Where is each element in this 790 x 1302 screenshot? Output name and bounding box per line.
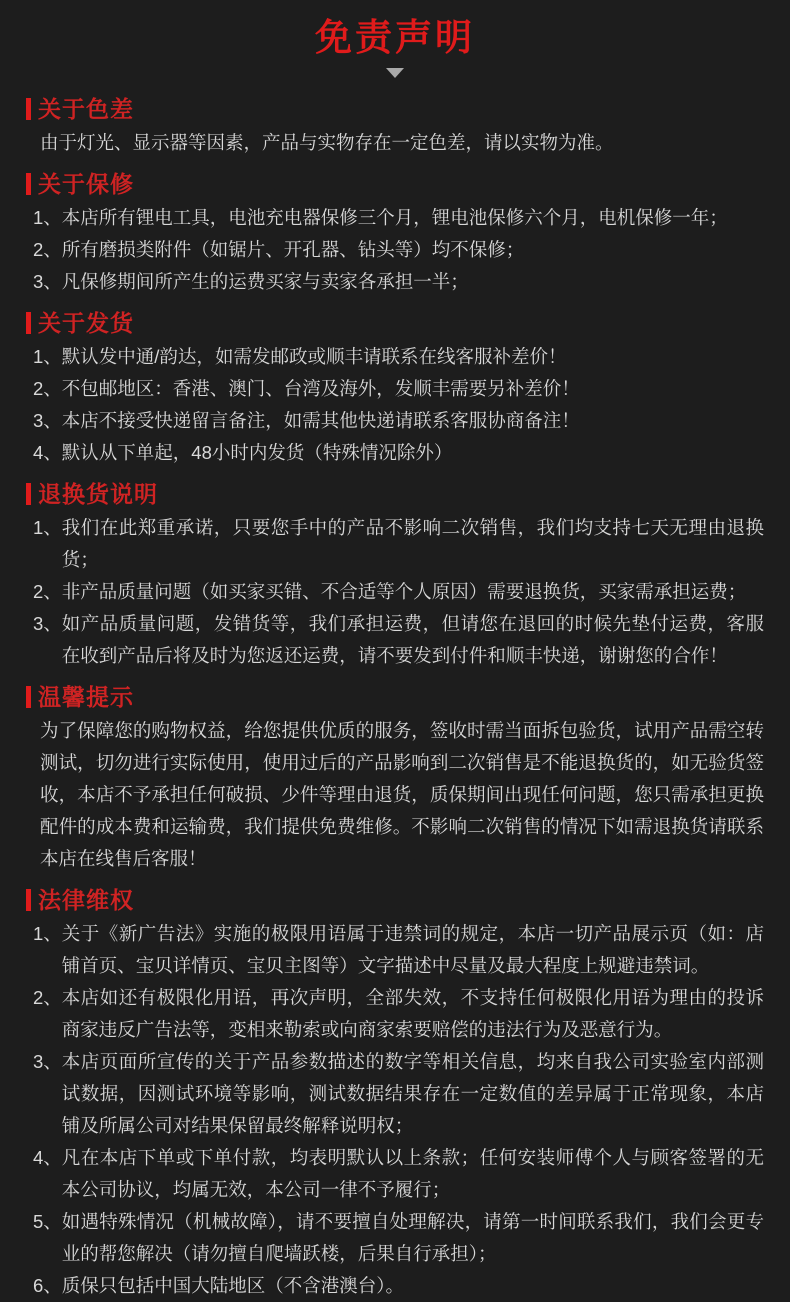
section-legal <box>0 885 790 1302</box>
list-item-text: 凡保修期间所产生的运费买家与卖家各承担一半； <box>61 271 469 292</box>
list-item-number: 2、 <box>33 987 62 1008</box>
list-item-text: 默认发中通/韵达，如需发邮政或顺丰请联系在线客服补差价！ <box>61 346 567 367</box>
list-item-text: 本店所有锂电工具，电池充电器保修三个月，锂电池保修六个月，电机保修一年； <box>61 207 728 228</box>
list-item-text: 本店如还有极限化用语，再次声明，全部失效，不支持任何极限化用语为理由的投诉商家违反广告法等，变相来勒索或向商家索要赔偿的违法行为及恶意行为。 <box>61 987 764 1040</box>
list-item <box>33 234 764 266</box>
list-item <box>33 405 764 437</box>
list-item <box>33 266 764 298</box>
section-heading <box>26 94 790 124</box>
list-item-text: 关于《新广告法》实施的极限用语属于违禁词的规定，本店一切产品展示页（如：店铺首页、宝贝详情页、宝贝主图等）文字描述中尽量及最大程度上规避违禁词。 <box>61 923 764 976</box>
list-item-text: 如产品质量问题，发错货等，我们承担运费，但请您在退回的时候先垫付运费，客服在收到产品后将及时为您返还运费，请不要发到付件和顺丰快递，谢谢您的合作！ <box>61 613 764 666</box>
section-warranty <box>0 169 790 298</box>
list-item-text: 质保只包括中国大陆地区（不含港澳台）。 <box>61 1275 405 1296</box>
list-item-number: 3、 <box>33 613 62 634</box>
section-heading <box>26 885 790 915</box>
list-item-text: 所有磨损类附件（如锯片、开孔器、钻头等）均不保修； <box>61 239 525 260</box>
list-item-number: 3、 <box>33 1051 62 1072</box>
section-tips <box>0 682 790 875</box>
list-item <box>33 608 764 672</box>
list-item <box>33 1142 764 1206</box>
list-item-number: 3、 <box>33 271 62 292</box>
section-heading-label: 关于发货 <box>38 310 134 336</box>
section-heading-label: 关于色差 <box>38 96 134 122</box>
list-item-number: 5、 <box>33 1211 62 1232</box>
list-item-text: 默认从下单起，48小时内发货（特殊情况除外） <box>61 442 453 463</box>
list-item-text: 本店页面所宣传的关于产品参数描述的数字等相关信息，均来自我公司实验室内部测试数据，因测试环境等影响，测试数据结果存在一定数值的差异属于正常现象，本店铺及所属公司对结果保留最终解释说明权； <box>61 1051 764 1136</box>
section-color-difference <box>0 94 790 159</box>
list-item-number: 1、 <box>33 346 62 367</box>
list-item-number: 4、 <box>33 442 62 463</box>
list-item <box>33 982 764 1046</box>
heading-accent-bar <box>26 173 31 195</box>
list-item <box>33 918 764 982</box>
list-item-text: 不包邮地区：香港、澳门、台湾及海外，发顺丰需要另补差价！ <box>61 378 580 399</box>
section-heading <box>26 682 790 712</box>
heading-accent-bar <box>26 686 31 708</box>
heading-accent-bar <box>26 889 31 911</box>
section-heading-label: 退换货说明 <box>38 481 158 507</box>
list-item-text: 凡在本店下单或下单付款，均表明默认以上条款；任何安装师傅个人与顾客签署的无本公司协议，均属无效，本公司一律不予履行； <box>61 1147 764 1200</box>
list-item <box>33 202 764 234</box>
list-item-text: 本店不接受快递留言备注，如需其他快递请联系客服协商备注！ <box>61 410 580 431</box>
list-item-text: 如遇特殊情况（机械故障），请不要擅自处理解决，请第一时间联系我们，我们会更专业的帮您解决（请勿擅自爬墙跃楼，后果自行承担）； <box>61 1211 764 1264</box>
list-item-number: 2、 <box>33 378 62 399</box>
list-item-number: 2、 <box>33 239 62 260</box>
chevron-down-icon <box>386 68 404 78</box>
list-item-number: 1、 <box>33 923 62 944</box>
list-item-number: 1、 <box>33 517 62 538</box>
list-item-number: 3、 <box>33 410 62 431</box>
list-item-number: 2、 <box>33 581 62 602</box>
list-item-number: 1、 <box>33 207 62 228</box>
list-item-number: 4、 <box>33 1147 62 1168</box>
page-title: 免责声明 <box>315 17 475 58</box>
list-item-text: 我们在此郑重承诺，只要您手中的产品不影响二次销售，我们均支持七天无理由退换货； <box>61 517 764 570</box>
heading-accent-bar <box>26 98 31 120</box>
list-item <box>33 1206 764 1270</box>
section-heading <box>26 169 790 199</box>
list-item <box>33 373 764 405</box>
list-item <box>33 437 764 469</box>
section-heading-label: 法律维权 <box>38 887 134 913</box>
section-heading-label: 关于保修 <box>38 171 134 197</box>
section-heading <box>26 308 790 338</box>
list-item <box>33 1270 764 1302</box>
list-item-number: 6、 <box>33 1275 62 1296</box>
section-heading <box>26 479 790 509</box>
list-item <box>33 512 764 576</box>
list-item <box>33 576 764 608</box>
heading-accent-bar <box>26 312 31 334</box>
heading-accent-bar <box>26 483 31 505</box>
section-shipping <box>0 308 790 469</box>
section-returns <box>0 479 790 672</box>
section-paragraph: 为了保障您的购物权益，给您提供优质的服务，签收时需当面拆包验货，试用产品需空转测试，切勿进行实际使用，使用过后的产品影响到二次销售是不能退换货的，如无验货签收，本店不予承担任何破损、少件等理由退货，质保期间出现任何问题，您只需承担更换配件的成本费和运输费，我们提供免费维修。不影响二次销售的情况下如需退换货请联系本店在线售后客服！ <box>40 720 764 869</box>
list-item <box>33 341 764 373</box>
list-item <box>33 1046 764 1142</box>
list-item-text: 非产品质量问题（如买家买错、不合适等个人原因）需要退换货，买家需承担运费； <box>61 581 747 602</box>
section-paragraph: 由于灯光、显示器等因素，产品与实物存在一定色差，请以实物为准。 <box>40 132 614 153</box>
section-heading-label: 温馨提示 <box>38 684 134 710</box>
chevron-wrap <box>0 62 790 84</box>
